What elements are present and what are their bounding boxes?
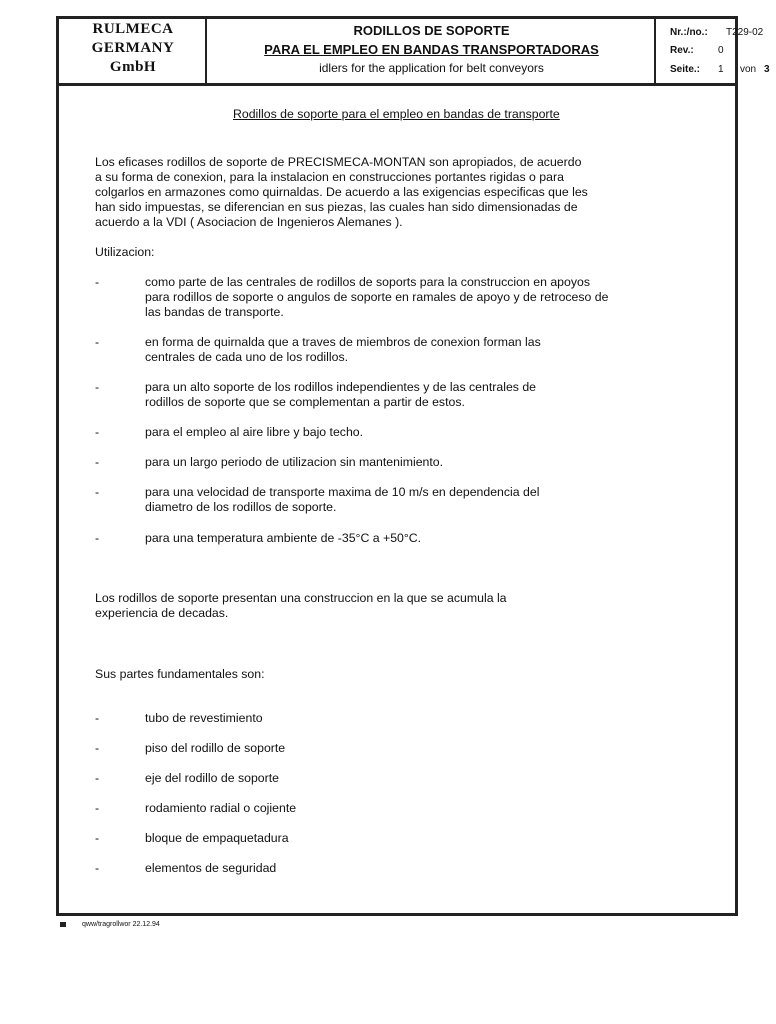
part-item: rodamiento radial o cojiente — [145, 801, 297, 815]
use-item-line: para rodillos de soporte o angulos de soporte en ramales de apoyo y de retroceso de — [145, 290, 609, 304]
bullet-dash: - — [95, 711, 100, 725]
bullet-dash: - — [95, 380, 100, 394]
intro-line: acuerdo a la VDI ( Asociacion de Ingenieros Alemanes ). — [95, 215, 403, 229]
bullet-dash: - — [95, 335, 100, 349]
part-item: bloque de empaquetadura — [145, 831, 289, 845]
company-name-line: GERMANY — [91, 40, 175, 56]
use-item-line: como parte de las centrales de rodillos de soports para la construccion en apoyos — [145, 275, 590, 289]
use-item-line: en forma de quirnalda que a traves de miembros de conexion forman las — [145, 335, 541, 349]
bullet-dash: - — [95, 771, 100, 785]
bullet-dash: - — [95, 455, 100, 469]
use-item-line: para una velocidad de transporte maxima de 10 m/s en dependencia del — [145, 485, 540, 499]
bullet-dash: - — [95, 275, 100, 289]
doc-number-label: Nr.:/no.: — [670, 27, 708, 38]
document-footer — [60, 921, 160, 928]
page-value: 1 — [718, 64, 724, 75]
bullet-dash: - — [95, 485, 100, 499]
company-block — [59, 19, 207, 83]
use-item-line: para el empleo al aire libre y bajo techo. — [145, 425, 364, 439]
meta-block — [656, 19, 770, 83]
revision-value: 0 — [718, 45, 724, 56]
body-heading: Rodillos de soporte para el empleo en bandas de transporte — [233, 107, 560, 121]
bullet-dash: - — [95, 801, 100, 815]
company-name-line: RULMECA — [92, 21, 174, 37]
part-item: tubo de revestimiento — [145, 711, 263, 725]
document-subtitle-english: idlers for the application for belt conveyors — [319, 61, 544, 75]
construction-line: Los rodillos de soporte presentan una construccion en la que se acumula la — [95, 591, 507, 605]
intro-line: han sido impuestas, se diferencian en sus piezas, las cuales han sido dimensionadas de — [95, 200, 578, 214]
doc-number-value: T229-02 — [726, 27, 764, 38]
part-item: elementos de seguridad — [145, 861, 277, 875]
page-total-value: 3 — [764, 64, 770, 75]
company-name-line: GmbH — [109, 59, 157, 75]
use-item-line: diametro de los rodillos de soporte. — [145, 500, 337, 514]
use-item-line: para una temperatura ambiente de -35°C a +50°C. — [145, 531, 422, 545]
construction-line: experiencia de decadas. — [95, 606, 229, 620]
bullet-dash: - — [95, 425, 100, 439]
parts-label: Sus partes fundamentales son: — [95, 667, 265, 681]
bullet-dash: - — [95, 741, 100, 755]
document-header — [59, 19, 770, 86]
bullet-dash: - — [95, 861, 100, 875]
bullet-dash: - — [95, 531, 100, 545]
page-label: Seite.: — [670, 64, 701, 75]
revision-label: Rev.: — [670, 45, 694, 56]
title-block — [207, 19, 656, 83]
bullet-dash: - — [95, 831, 100, 845]
document-frame — [56, 16, 770, 916]
document-subtitle: PARA EL EMPLEO EN BANDAS TRANSPORTADORAS — [264, 42, 599, 57]
use-item-line: rodillos de soporte que se complementan a partir de estos. — [145, 395, 465, 409]
use-item-line: para un largo periodo de utilizacion sin mantenimiento. — [145, 455, 444, 469]
page-of-label: von — [740, 64, 757, 75]
document-icon — [60, 922, 66, 927]
footer-reference: qww/tragrollwor 22.12.94 — [82, 921, 160, 928]
use-item-line: para un alto soporte de los rodillos independientes y de las centrales de — [145, 380, 537, 394]
use-item-line: centrales de cada uno de los rodillos. — [145, 350, 349, 364]
use-item-line: las bandas de transporte. — [145, 305, 284, 319]
intro-line: colgarlos en armazones como quirnaldas. De acuerdo a las exigencias especificas que les — [95, 185, 588, 199]
part-item: piso del rodillo de soporte — [145, 741, 286, 755]
document-title: RODILLOS DE SOPORTE — [353, 23, 510, 38]
uses-label: Utilizacion: — [95, 245, 155, 259]
intro-line: Los eficases rodillos de soporte de PRECISMECA-MONTAN son apropiados, de acuerdo — [95, 155, 582, 169]
part-item: eje del rodillo de soporte — [145, 771, 279, 785]
intro-line: a su forma de conexion, para la instalacion en construcciones portantes rigidas o para — [95, 170, 564, 184]
